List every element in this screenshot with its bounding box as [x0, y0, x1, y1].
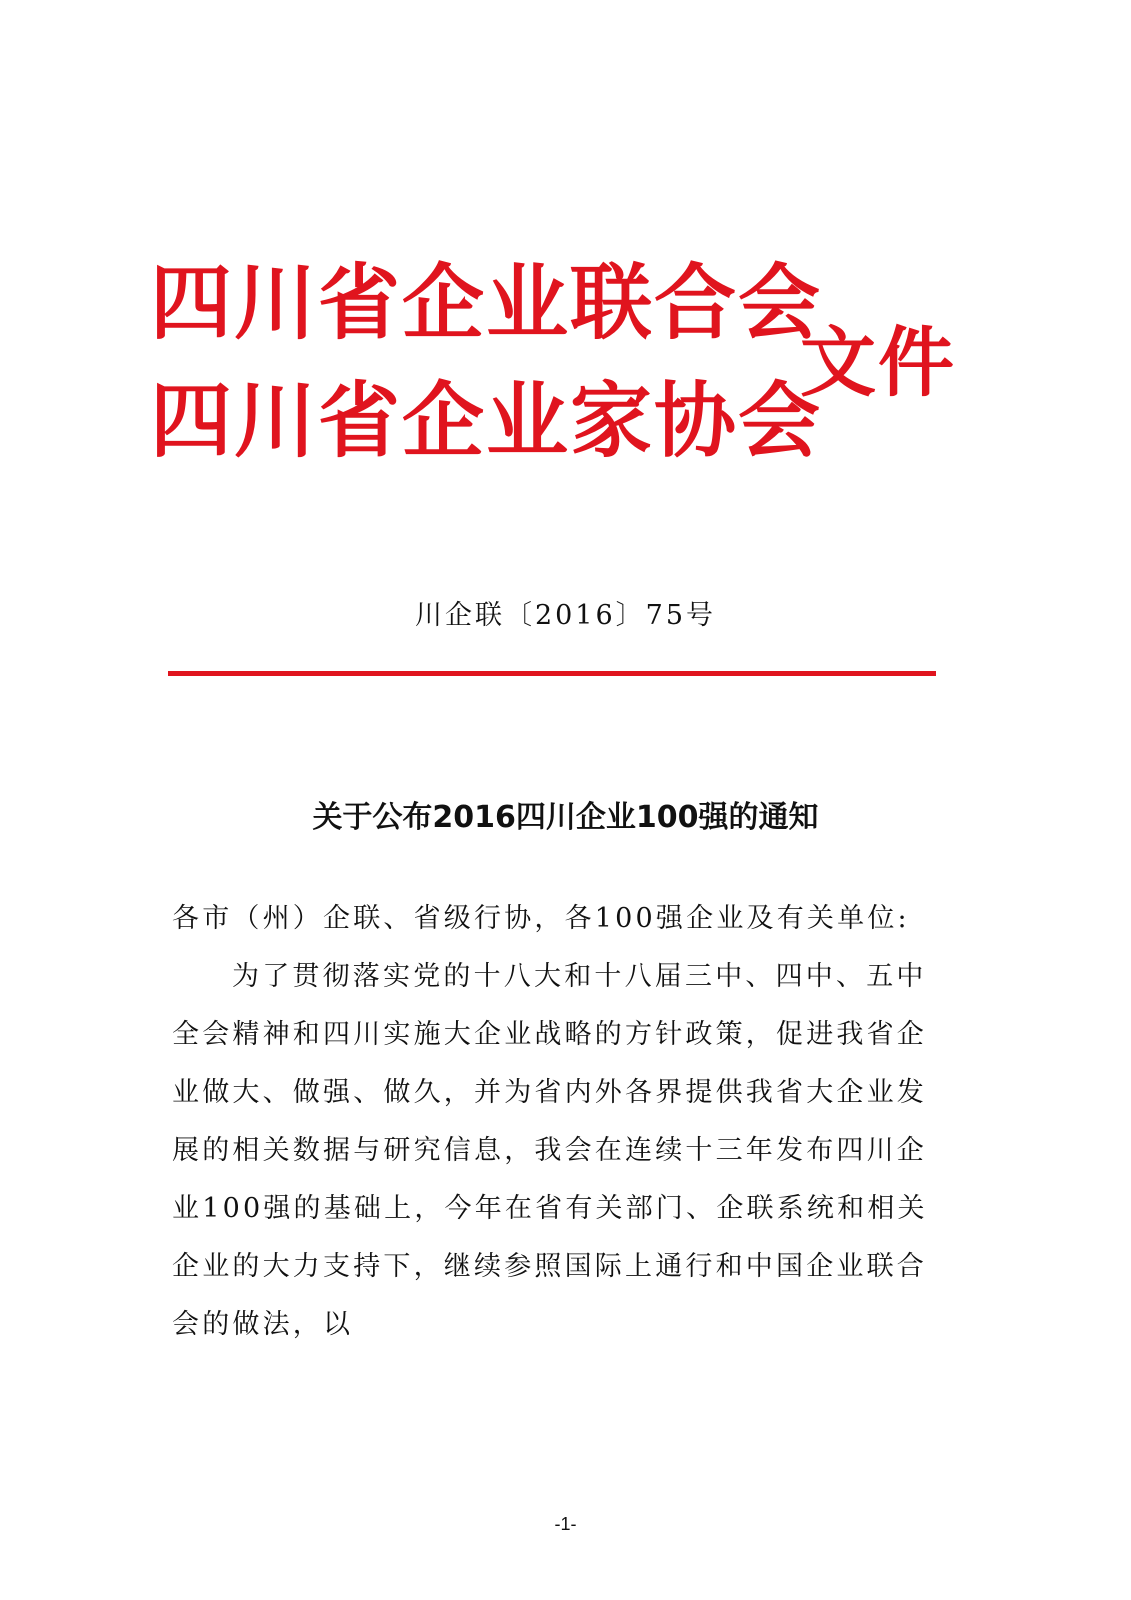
salutation: 各市（州）企联、省级行协，各100强企业及有关单位: [172, 903, 910, 934]
notice-title: 关于公布2016四川企业100强的通知 [312, 800, 819, 835]
document-type-label: 文件 [800, 318, 956, 407]
issuer-name-line-1: 四川省企业联合会 [150, 255, 823, 351]
red-divider-line [168, 671, 936, 676]
page-number: -1- [554, 1514, 577, 1534]
document-number: 川企联〔2016〕75号 [414, 600, 717, 631]
body-paragraph: 为了贯彻落实党的十八大和十八届三中、四中、五中全会精神和四川实施大企业战略的方针政策，促进我省企业做大、做强、做久，并为省内外各界提供我省大企业发展的相关数据与研究信息，我会在连续十三年发布四川企业100强的基础上，今年在省有关部门、企联系统和相关企业的大力支持下，继续参照国际上通行和中国企业联合会的做法，以 [172, 961, 928, 1340]
issuer-name-line-2: 四川省企业家协会 [150, 373, 823, 469]
